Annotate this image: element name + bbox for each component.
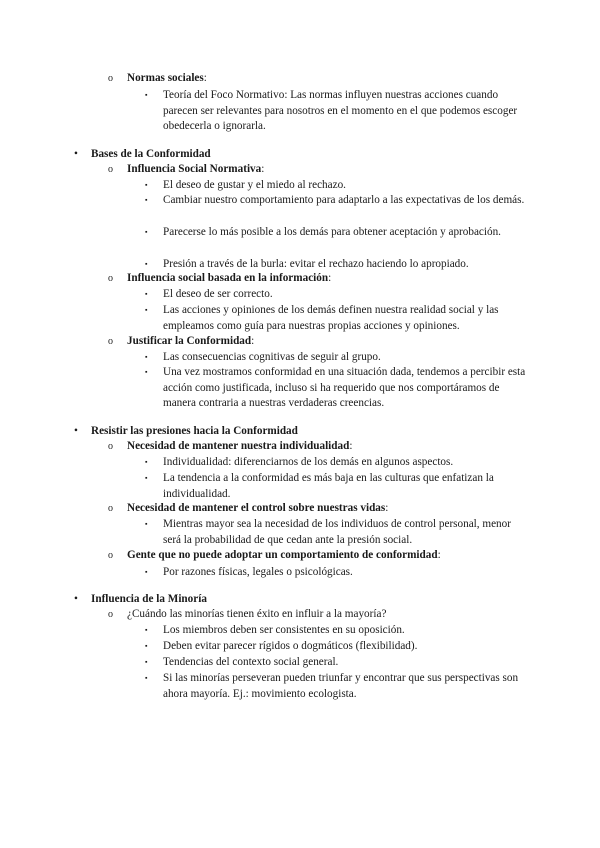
square-bullet-icon: ▪ [145, 91, 148, 99]
list-item-text: Cambiar nuestro comportamiento para adaptarlo a las expectativas de los demás. [163, 194, 525, 206]
subheading-title: Necesidad de mantener nuestra individualidad [127, 440, 350, 452]
subheading-colon: : [328, 272, 332, 284]
list-item [145, 671, 529, 702]
list-item [145, 517, 529, 548]
list-item-text: Por razones físicas, legales o psicológicas. [163, 566, 353, 578]
circle-bullet-icon: o [108, 336, 113, 347]
list-item [145, 225, 529, 241]
subheading-justificar-conformidad [108, 334, 547, 350]
subheading-title: Justificar la Conformidad [127, 335, 252, 347]
heading-text: Bases de la Conformidad [91, 148, 211, 160]
question-text: ¿Cuándo las minorías tienen éxito en influir a la mayoría? [127, 608, 387, 620]
heading-text: Influencia de la Minoría [91, 593, 207, 605]
list-item [145, 193, 529, 209]
list-item-text: Las consecuencias cognitivas de seguir al grupo. [163, 351, 381, 363]
circle-bullet-icon: o [108, 164, 113, 175]
disc-bullet-icon: • [74, 425, 78, 437]
circle-bullet-icon: o [108, 441, 113, 452]
subheading-title: Influencia Social Normativa [127, 163, 262, 175]
subheading-question [108, 607, 547, 623]
circle-bullet-icon: o [108, 609, 113, 620]
list-item-text: El deseo de gustar y el miedo al rechazo. [163, 179, 346, 191]
circle-bullet-icon: o [108, 273, 113, 284]
list-item-text: Tendencias del contexto social general. [163, 656, 339, 668]
list-item-text: Los miembros deben ser consistentes en su oposición. [163, 624, 405, 636]
subheading-colon: : [203, 72, 207, 84]
subheading-gente-no-puede [108, 548, 547, 564]
list-item-text: Las acciones y opiniones de los demás definen nuestra realidad social y las empleamos como guía para nuestras propias acciones y opiniones. [163, 304, 499, 332]
list-item [145, 350, 529, 366]
subheading-colon: : [251, 335, 255, 347]
subheading-title: Necesidad de mantener el control sobre nuestras vidas [127, 502, 386, 514]
list-item [145, 178, 529, 194]
square-bullet-icon: ▪ [145, 228, 148, 236]
subheading-colon: : [349, 440, 353, 452]
list-item-text: La tendencia a la conformidad es más baja en las culturas que enfatizan la individualidad. [163, 472, 494, 500]
square-bullet-icon: ▪ [145, 353, 148, 361]
list-item [145, 471, 529, 502]
circle-bullet-icon: o [108, 550, 113, 561]
subheading-control [108, 501, 547, 517]
subheading-individualidad [108, 439, 547, 455]
list-item-text: Presión a través de la burla: evitar el rechazo haciendo lo apropiado. [163, 258, 469, 270]
circle-bullet-icon: o [108, 73, 113, 84]
list-item-text: Deben evitar parecer rígidos o dogmáticos (flexibilidad). [163, 640, 418, 652]
disc-bullet-icon: • [74, 148, 78, 160]
square-bullet-icon: ▪ [145, 474, 148, 482]
square-bullet-icon: ▪ [145, 306, 148, 314]
list-item-text: Parecerse lo más posible a los demás para obtener aceptación y aprobación. [163, 226, 501, 238]
list-item-text: Individualidad: diferenciarnos de los demás en algunos aspectos. [163, 456, 454, 468]
square-bullet-icon: ▪ [145, 520, 148, 528]
list-item [145, 88, 529, 135]
list-item [145, 655, 529, 671]
heading-influencia-minoria [74, 592, 561, 608]
square-bullet-icon: ▪ [145, 290, 148, 298]
heading-resistir-presiones [74, 424, 561, 440]
list-item-text: Si las minorías perseveran pueden triunfar y encontrar que sus perspectivas son ahora mayoría. Ej.: movimiento ecologista. [163, 672, 519, 700]
list-item-text: Mientras mayor sea la necesidad de los individuos de control personal, menor será la probabilidad de que cedan ante la presión social. [163, 518, 511, 546]
subheading-title: Normas sociales [127, 72, 204, 84]
heading-text: Resistir las presiones hacia la Conformidad [91, 425, 298, 437]
square-bullet-icon: ▪ [145, 642, 148, 650]
circle-bullet-icon: o [108, 503, 113, 514]
list-item [145, 455, 529, 471]
list-item-text: El deseo de ser correcto. [163, 288, 273, 300]
subheading-colon: : [437, 549, 441, 561]
square-bullet-icon: ▪ [145, 368, 148, 376]
subheading-title: Gente que no puede adoptar un comportamiento de conformidad [127, 549, 438, 561]
list-item-text: Teoría del Foco Normativo: Las normas influyen nuestras acciones cuando parecen ser relevantes para nosotros en el momento en el que podemos escoger obedecerla o ignorarla. [163, 89, 518, 133]
list-item [145, 287, 529, 303]
square-bullet-icon: ▪ [145, 260, 148, 268]
list-item-text: Una vez mostramos conformidad en una situación dada, tendemos a percibir esta acción como justificada, incluso si ha requerido que nos comportáramos de manera contraria a nuestras verdaderas creencias. [163, 366, 526, 410]
square-bullet-icon: ▪ [145, 181, 148, 189]
heading-bases-conformidad [74, 147, 561, 163]
square-bullet-icon: ▪ [145, 674, 148, 682]
square-bullet-icon: ▪ [145, 568, 148, 576]
subheading-colon: : [385, 502, 389, 514]
square-bullet-icon: ▪ [145, 658, 148, 666]
disc-bullet-icon: • [74, 593, 78, 605]
list-item [145, 303, 529, 334]
list-item [145, 565, 529, 581]
subheading-colon: : [261, 163, 265, 175]
square-bullet-icon: ▪ [145, 196, 148, 204]
square-bullet-icon: ▪ [145, 458, 148, 466]
subheading-title: Influencia social basada en la información [127, 272, 329, 284]
subheading-normas-sociales [108, 71, 547, 87]
list-item [145, 365, 529, 412]
subheading-influencia-informacion [108, 271, 547, 287]
square-bullet-icon: ▪ [145, 626, 148, 634]
subheading-influencia-normativa [108, 162, 547, 178]
list-item [145, 639, 529, 655]
list-item [145, 623, 529, 639]
